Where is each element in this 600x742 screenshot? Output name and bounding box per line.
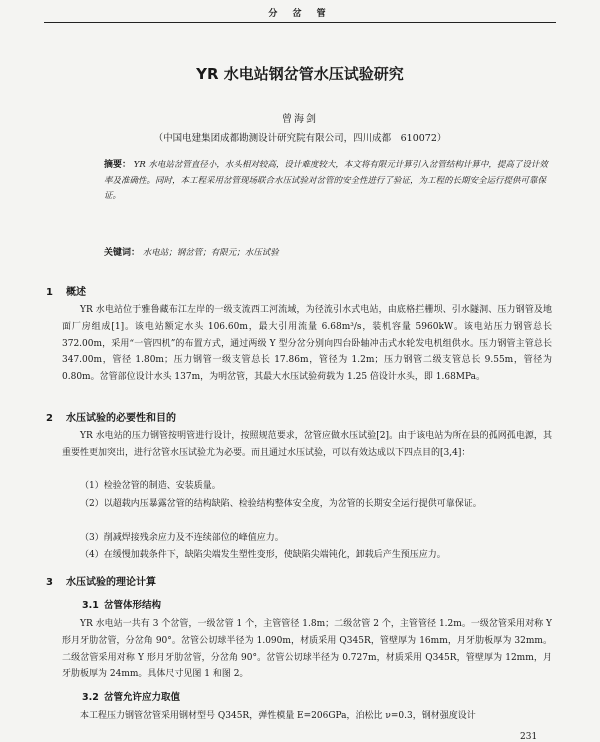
author-affiliation: （中国电建集团成都勘测设计研究院有限公司，四川成都 610072） (153, 133, 447, 144)
section-heading-1: 1 概述 (46, 287, 86, 298)
subsection-heading-3-1: 3.1 岔管体形结构 (82, 600, 162, 611)
paragraph: 本工程压力钢管岔管采用钢材型号 Q345R，弹性模量 E=206GPa，泊松比 ν=0.3，钢材强度设计 (80, 711, 476, 721)
page-number: 231 (520, 732, 538, 742)
keywords-text: 水电站；钢岔管；有限元；水压试验 (142, 248, 279, 258)
header-rule (44, 22, 556, 23)
section-heading-3: 3 水压试验的理论计算 (46, 577, 156, 588)
list-item: （2）以超载内压暴露岔管的结构缺陷、检验结构整体安全度，为岔管的长期安全运行提供可靠保证。 (80, 499, 482, 509)
keywords-label: 关键词： (104, 248, 141, 258)
paragraph: YR 水电站位于雅鲁藏布江左岸的一级支流西工河流域，为径流引水式电站，由底格拦栅坝、引水隧洞、压力钢管及地面厂房组成[1]。该电站额定水头 106.60m，最大引用流量 6.68m³/s，装机容量 5960kW。该电站压力钢管总长 372.00m，采用“一管四机”的布置方式，通过两级 Y 型分岔分别向四台卧轴冲击式水轮发电机组供水。压力钢管主管总长 347.00m，管径 1.80m；压力钢管一级支管总长 17.86m，管径为 1.2m；压力钢管二级支管总长 9.55m，管径为 0.80m。岔管部位设计水头 137m，为明岔管，其最大水压试验荷载为 1.25 倍设计水头，即 1.68MPa。 (62, 305, 552, 383)
section-heading-2: 2 水压试验的必要性和目的 (46, 413, 176, 424)
list-item: （4）在缓慢加载条件下，缺陷尖端发生塑性变形，使缺陷尖端钝化，卸载后产生预压应力。 (80, 550, 446, 560)
paper-title: YR 水电站钢岔管水压试验研究 (196, 65, 404, 83)
abstract-label: 摘要： (104, 160, 132, 170)
author-name: 曾海剑 (282, 114, 318, 125)
subsection-heading-3-2: 3.2 岔管允许应力取值 (82, 692, 181, 703)
keywords (104, 246, 554, 262)
list-item: （1）检验岔管的制造、安装质量。 (80, 481, 221, 491)
abstract (104, 158, 554, 205)
paragraph: YR 水电站一共有 3 个岔管，一级岔管 1 个，主管管径 1.8m；二级岔管 2 个，主管管径 1.2m。一级岔管采用对称 Y 形月牙肋岔管，分岔角 90°。岔管公切球半径为 1.090m，材质采用 Q345R，管壁厚为 16mm，月牙肋板厚为 32mm。二级岔管采用对称 Y 形月牙肋岔管，分岔角 90°。岔管公切球半径为 0.727m，材质采用 Q345R，管壁厚为 12mm，月牙肋板厚为 24mm。具体尺寸见图 1 和图 2。 (62, 619, 552, 680)
list-item: （3）削减焊接残余应力及不连续部位的峰值应力。 (80, 533, 284, 543)
abstract-text: YR 水电站岔管直径小，水头相对较高，设计难度较大，本文将有限元计算引入岔管结构计算中，提高了设计效率及准确性。同时，本工程采用岔管现场联合水压试验对岔管的安全性进行了验证，为工程的长期安全运行提供可靠保证。 (104, 160, 548, 201)
running-header: 分 岔 管 (268, 9, 332, 19)
paragraph: YR 水电站的压力钢管按明管进行设计，按照规范要求，岔管应做水压试验[2]。由于该电站为所在县的孤网孤电源，其重要性更加突出，进行岔管水压试验尤为必要。而且通过水压试验，可以有效达成以下四点目的[3,4]： (62, 431, 552, 458)
